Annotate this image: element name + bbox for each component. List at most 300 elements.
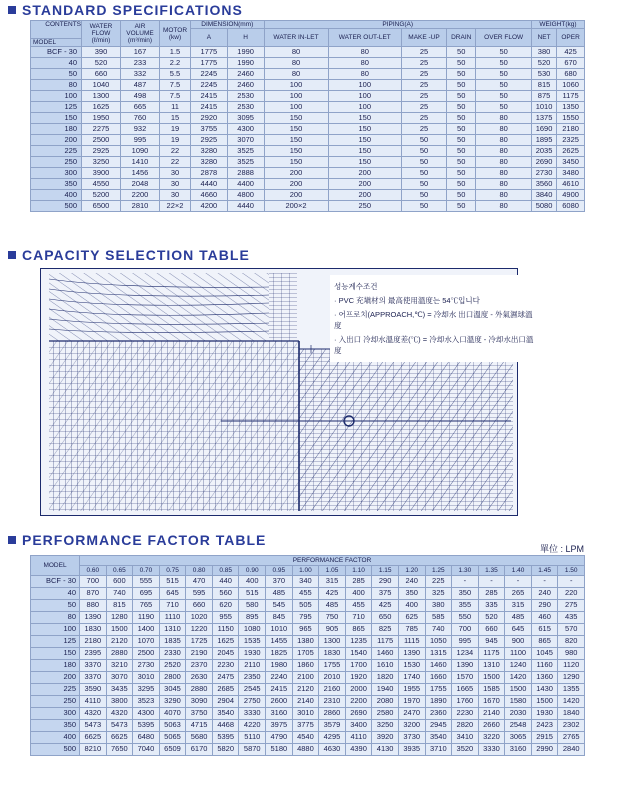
perf-value-cell: 1420 [505,672,532,684]
spec-value-cell: 250 [328,201,402,212]
perf-row [31,708,585,720]
spec-row [31,102,585,113]
spec-value-cell: 150 [328,135,402,146]
perf-value-cell: 825 [372,624,399,636]
perf-value-cell: 3160 [505,744,532,756]
spec-model-cell: 125 [31,102,82,113]
perf-value-cell: 1455 [266,636,293,648]
spec-value-cell: 815 [531,80,556,91]
dim-h-header: H [227,29,264,47]
perf-value-cell: 645 [159,588,186,600]
perf-value-cell: 1360 [531,672,558,684]
perf-value-cell: 865 [531,636,558,648]
spec-model-cell: 300 [31,168,82,179]
perf-row [31,636,585,648]
perf-value-cell: 1300 [319,636,346,648]
factor-header-cell: 0.95 [266,566,293,576]
spec-value-cell: 3525 [227,157,264,168]
spec-value-cell: 390 [82,47,121,58]
spec-value-cell: 25 [402,124,447,135]
perf-value-cell: 1175 [372,636,399,648]
perf-model-cell: 500 [31,744,80,756]
perf-value-cell: 3010 [133,672,160,684]
motor-header: MOTOR (kw) [160,21,191,47]
spec-value-cell: 50 [402,201,447,212]
spec-value-cell: 50 [446,179,475,190]
spec-value-cell: 50 [402,179,447,190]
spec-value-cell: 2180 [557,124,585,135]
perf-value-cell: 315 [319,576,346,588]
spec-value-cell: 2275 [82,124,121,135]
spec-value-cell: 3755 [191,124,228,135]
perf-value-cell: 620 [212,600,239,612]
perf-value-cell: 740 [425,624,452,636]
perf-value-cell: 3370 [80,672,107,684]
perf-value-cell: 1830 [80,624,107,636]
perf-value-cell: 995 [452,636,479,648]
spec-value-cell: 2810 [121,201,160,212]
perf-value-cell: 3775 [292,720,319,732]
spec-value-cell: 1350 [557,102,585,113]
perf-value-cell: 6170 [186,744,213,756]
spec-row [31,201,585,212]
perf-value-cell: 3370 [80,660,107,672]
perf-value-cell: 3730 [398,732,425,744]
perf-table-body [31,576,585,756]
spec-value-cell: 100 [264,102,328,113]
perf-value-cell: 2820 [452,720,479,732]
perf-value-cell: 3975 [266,720,293,732]
perf-value-cell: 4110 [80,696,107,708]
spec-value-cell: 50 [446,102,475,113]
spec-value-cell: 5200 [82,190,121,201]
spec-model-cell: 80 [31,80,82,91]
spec-value-cell: 19 [160,124,191,135]
perf-value-cell: 2110 [239,660,266,672]
spec-value-cell: 1175 [557,91,585,102]
perf-value-cell: 4130 [372,744,399,756]
spec-value-cell: 167 [121,47,160,58]
perf-value-cell: 1570 [452,672,479,684]
perf-value-cell: 1980 [266,660,293,672]
spec-value-cell: 19 [160,135,191,146]
perf-value-cell: - [478,576,505,588]
perf-model-cell: 180 [31,660,80,672]
spec-value-cell: 100 [264,91,328,102]
spec-value-cell: 1625 [82,102,121,113]
capacity-notes [330,275,538,362]
factor-header-cell: 1.40 [505,566,532,576]
square-bullet-icon [8,251,16,259]
perf-value-cell: 660 [186,600,213,612]
net-header: NET [531,29,556,47]
spec-value-cell: 50 [446,58,475,69]
perf-value-cell: 7040 [133,744,160,756]
factor-header-cell: 1.05 [319,566,346,576]
perf-value-cell: 750 [319,612,346,624]
perf-value-cell: 4320 [80,708,107,720]
perf-value-cell: 2685 [212,684,239,696]
spec-model-cell: 350 [31,179,82,190]
spec-row [31,58,585,69]
spec-value-cell: 80 [476,168,532,179]
factor-header-cell: 1.00 [292,566,319,576]
spec-value-cell: 22 [160,146,191,157]
perf-value-cell: 1625 [212,636,239,648]
perf-value-cell: 2395 [80,648,107,660]
perf-value-cell: 1050 [425,636,452,648]
perf-value-cell: 695 [133,588,160,600]
perf-value-cell: 2990 [531,744,558,756]
perf-value-cell: 1725 [186,636,213,648]
dim-a-header: A [191,29,228,47]
perf-value-cell: 845 [266,612,293,624]
spec-model-cell: 400 [31,190,82,201]
perf-value-cell: 4880 [292,744,319,756]
standard-spec-title: STANDARD SPECIFICATIONS [8,2,243,18]
perf-value-cell: 3210 [106,660,133,672]
perf-value-cell: 1930 [239,648,266,660]
spec-value-cell: 332 [121,69,160,80]
note-item: · 어프로치(APPROACH,℃) = 冷却水 出口溫度 - 外氣濕球溫度 [334,310,533,330]
perf-value-cell: 2545 [239,684,266,696]
spec-value-cell: 1010 [531,102,556,113]
perf-value-cell: 1190 [133,612,160,624]
square-bullet-icon [8,536,16,544]
perf-value-cell: - [452,576,479,588]
factor-header-cell: 1.45 [531,566,558,576]
perf-value-cell: 1500 [478,672,505,684]
water-inlet-header: WATER IN-LET [264,29,328,47]
perf-value-cell: 1670 [478,696,505,708]
perf-value-cell: 3540 [212,708,239,720]
perf-value-cell: 1390 [398,648,425,660]
perf-value-cell: 425 [372,600,399,612]
spec-value-cell: 380 [531,47,556,58]
spec-value-cell: 50 [446,80,475,91]
perf-value-cell: 3250 [372,720,399,732]
perf-value-cell: 1970 [398,696,425,708]
perf-value-cell: 625 [398,612,425,624]
perf-value-cell: 3065 [505,732,532,744]
spec-model-cell: 250 [31,157,82,168]
spec-value-cell: 50 [446,146,475,157]
perf-value-cell: 400 [239,576,266,588]
perf-value-cell: 275 [558,600,585,612]
perf-value-cell: 2423 [531,720,558,732]
perf-value-cell: 355 [452,600,479,612]
spec-model-cell: BCF - 30 [31,47,82,58]
perf-value-cell: 1390 [80,612,107,624]
spec-value-cell: 50 [476,47,532,58]
perf-value-cell: 550 [452,612,479,624]
model-header: MODEL [31,39,82,47]
spec-value-cell: 22 [160,157,191,168]
spec-value-cell: 2925 [191,135,228,146]
perf-value-cell: 2660 [478,720,505,732]
perf-value-cell: 1355 [558,684,585,696]
spec-row [31,190,585,201]
perf-value-cell: 455 [292,588,319,600]
spec-value-cell: 80 [476,179,532,190]
perf-value-cell: 3540 [425,732,452,744]
perf-value-cell: 1280 [106,612,133,624]
perf-value-cell: 290 [372,576,399,588]
perf-value-cell: 815 [106,600,133,612]
factor-header-cell: 1.10 [345,566,372,576]
perf-value-cell: 2120 [106,636,133,648]
spec-value-cell: 50 [402,146,447,157]
perf-value-cell: 660 [478,624,505,636]
perf-value-cell: 220 [558,588,585,600]
perf-value-cell: 3520 [452,744,479,756]
spec-row [31,47,585,58]
perf-value-cell: 980 [558,648,585,660]
performance-factor-table [30,555,585,756]
perf-row [31,696,585,708]
perf-value-cell: 1940 [372,684,399,696]
perf-value-cell: 1110 [159,612,186,624]
spec-value-cell: 233 [121,58,160,69]
perf-value-cell: 820 [558,636,585,648]
spec-value-cell: 2460 [227,80,264,91]
perf-value-cell: 2200 [345,696,372,708]
perf-value-cell: 3410 [452,732,479,744]
perf-value-cell: 1820 [372,672,399,684]
spec-value-cell: 4660 [191,190,228,201]
perf-value-cell: 4295 [319,732,346,744]
perf-value-cell: 3290 [159,696,186,708]
spec-value-cell: 30 [160,168,191,179]
weight-header: WEIGHT(kg) [531,21,584,29]
perf-value-cell: 2180 [80,636,107,648]
spec-row [31,124,585,135]
perf-value-cell: 2010 [319,672,346,684]
spec-value-cell: 2888 [227,168,264,179]
spec-value-cell: 150 [264,146,328,157]
perf-value-cell: 1235 [345,636,372,648]
spec-value-cell: 50 [402,190,447,201]
drain-header: DRAIN [446,29,475,47]
factor-header-cell: 0.65 [106,566,133,576]
perf-value-cell: 1080 [239,624,266,636]
perf-value-cell: - [531,576,558,588]
perf-row [31,720,585,732]
perf-value-cell: 1380 [292,636,319,648]
perf-value-cell: 1930 [531,708,558,720]
spec-value-cell: 200 [264,168,328,179]
perf-value-cell: 2880 [106,648,133,660]
spec-value-cell: 1375 [531,113,556,124]
factor-header-cell: 1.25 [425,566,452,576]
perf-value-cell: 2415 [266,684,293,696]
perf-value-cell: 350 [398,588,425,600]
perf-value-cell: 1660 [425,672,452,684]
spec-value-cell: 3250 [82,157,121,168]
spec-model-cell: 50 [31,69,82,80]
spec-value-cell: 4300 [227,124,264,135]
perf-value-cell: 2120 [292,684,319,696]
perf-value-cell: 1310 [478,660,505,672]
spec-value-cell: 25 [402,102,447,113]
perf-value-cell: 5473 [80,720,107,732]
perf-row [31,648,585,660]
perf-value-cell: 4390 [345,744,372,756]
perf-value-cell: 2030 [505,708,532,720]
perf-value-cell: 2500 [133,648,160,660]
perf-value-cell: 1010 [266,624,293,636]
factor-header-cell: 1.35 [478,566,505,576]
perf-value-cell: 440 [212,576,239,588]
spec-value-cell: 680 [557,69,585,80]
note-heading: 성능계수조건 [334,282,378,291]
perf-value-cell: 3523 [133,696,160,708]
spec-value-cell: 5.5 [160,69,191,80]
spec-value-cell: 4800 [227,190,264,201]
perf-value-cell: 515 [159,576,186,588]
spec-value-cell: 3525 [227,146,264,157]
spec-value-cell: 150 [264,135,328,146]
spec-value-cell: 2730 [531,168,556,179]
perf-value-cell: 1315 [425,648,452,660]
perf-value-cell: 5063 [159,720,186,732]
spec-row [31,91,585,102]
perf-value-cell: 5110 [239,732,266,744]
spec-value-cell: 6080 [557,201,585,212]
perf-value-cell: 3579 [319,720,346,732]
perf-value-cell: 1500 [106,624,133,636]
spec-row [31,179,585,190]
perf-value-cell: 1430 [531,684,558,696]
spec-value-cell: 4440 [227,201,264,212]
spec-value-cell: 1060 [557,80,585,91]
perf-row [31,576,585,588]
spec-value-cell: 200 [328,190,402,201]
contents-header [31,21,82,39]
spec-value-cell: 1410 [121,157,160,168]
performance-factor-header: PERFORMANCE FACTOR [80,556,585,566]
perf-row [31,744,585,756]
spec-value-cell: 200 [264,190,328,201]
water-outlet-header: WATER OUT-LET [328,29,402,47]
spec-value-cell: 4900 [557,190,585,201]
square-bullet-icon [8,6,16,14]
perf-value-cell: 520 [478,612,505,624]
perf-model-cell: 250 [31,696,80,708]
spec-value-cell: 3900 [82,168,121,179]
perf-value-cell: 2080 [372,696,399,708]
perf-value-cell: 1840 [558,708,585,720]
factor-header-cell: 0.75 [159,566,186,576]
spec-value-cell: 80 [476,113,532,124]
spec-value-cell: 25 [402,47,447,58]
perf-value-cell: 2140 [292,696,319,708]
factor-header-cell: 0.90 [239,566,266,576]
spec-value-cell: 150 [328,113,402,124]
spec-value-cell: 1950 [82,113,121,124]
spec-value-cell: 50 [446,190,475,201]
perf-value-cell: 290 [531,600,558,612]
perf-value-cell: 3435 [106,684,133,696]
perf-value-cell: - [558,576,585,588]
spec-value-cell: 80 [476,124,532,135]
perf-value-cell: - [505,576,532,588]
spec-value-cell: 150 [264,113,328,124]
perf-value-cell: 5065 [159,732,186,744]
perf-value-cell: 470 [186,576,213,588]
perf-value-cell: 2915 [531,732,558,744]
spec-value-cell: 3070 [227,135,264,146]
spec-value-cell: 932 [121,124,160,135]
spec-value-cell: 50 [446,69,475,80]
spec-model-cell: 180 [31,124,82,135]
spec-value-cell: 25 [402,58,447,69]
perf-value-cell: 1665 [452,684,479,696]
perf-model-cell: 200 [31,672,80,684]
perf-value-cell: 2190 [186,648,213,660]
spec-value-cell: 1775 [191,58,228,69]
perf-value-cell: 1240 [505,660,532,672]
spec-value-cell: 520 [82,58,121,69]
perf-value-cell: 2860 [319,708,346,720]
spec-value-cell: 200×2 [264,201,328,212]
perf-value-cell: 1755 [425,684,452,696]
perf-value-cell: 795 [292,612,319,624]
perf-value-cell: 1500 [505,684,532,696]
spec-value-cell: 2925 [82,146,121,157]
factor-header-cell: 1.30 [452,566,479,576]
perf-value-cell: 3935 [398,744,425,756]
spec-value-cell: 80 [264,47,328,58]
perf-value-cell: 1890 [425,696,452,708]
perf-value-cell: 2230 [212,660,239,672]
perf-value-cell: 2840 [558,744,585,756]
perf-value-cell: 1175 [478,648,505,660]
spec-value-cell: 2245 [191,69,228,80]
spec-value-cell: 2245 [191,80,228,91]
perf-value-cell: 2140 [478,708,505,720]
perf-value-cell: 945 [478,636,505,648]
perf-value-cell: 1700 [345,660,372,672]
perf-value-cell: 1530 [398,660,425,672]
perf-value-cell: 1755 [319,660,346,672]
spec-value-cell: 4610 [557,179,585,190]
perf-value-cell: 5180 [266,744,293,756]
spec-value-cell: 30 [160,190,191,201]
perf-value-cell: 580 [239,600,266,612]
perf-value-cell: 1420 [558,696,585,708]
factor-header-cell: 0.85 [212,566,239,576]
perf-value-cell: 4468 [212,720,239,732]
perf-value-cell: 455 [345,600,372,612]
spec-value-cell: 670 [557,58,585,69]
perf-value-cell: 1955 [398,684,425,696]
spec-value-cell: 25 [402,91,447,102]
perf-value-cell: 3090 [186,696,213,708]
spec-value-cell: 50 [476,69,532,80]
perf-value-cell: 225 [425,576,452,588]
factor-header-cell: 1.20 [398,566,425,576]
perf-value-cell: 1920 [345,672,372,684]
perf-value-cell: 585 [425,612,452,624]
spec-value-cell: 3480 [557,168,585,179]
spec-model-cell: 100 [31,91,82,102]
perf-value-cell: 3590 [80,684,107,696]
perf-value-cell: 285 [345,576,372,588]
spec-row [31,168,585,179]
spec-row [31,80,585,91]
factor-header-cell: 0.70 [133,566,160,576]
